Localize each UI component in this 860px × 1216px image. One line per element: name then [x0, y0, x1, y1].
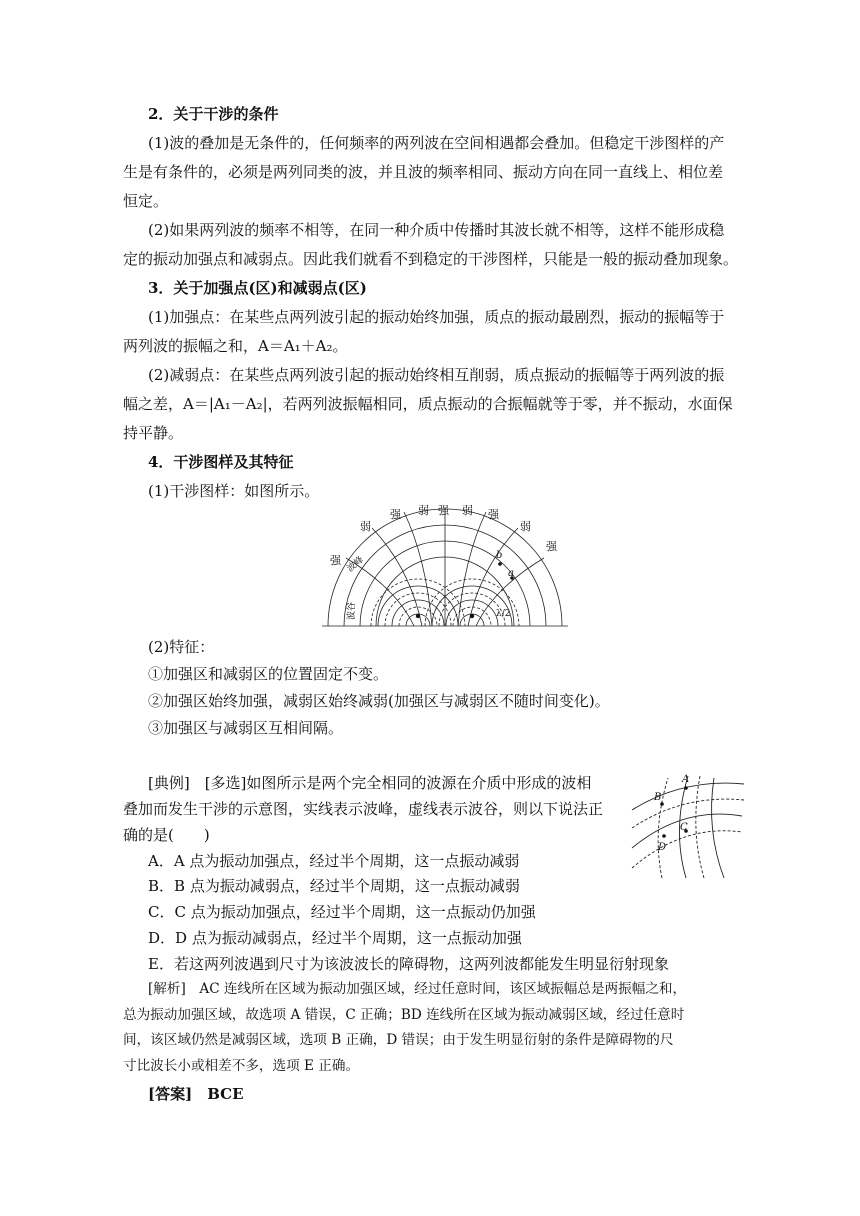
- point-b-dot: [498, 562, 502, 566]
- analysis-line3: 间，该区域仍然是减弱区域，选项 B 正确，D 错误；由于发生明显衍射的条件是障碍物的尺: [123, 1032, 674, 1048]
- section4-p1: (1)干涉图样：如图所示。: [148, 482, 320, 500]
- section3-p2-line2: 幅之差，A＝|A₁－A₂|，若两列波振幅相同，质点振动的合振幅就等于零，并不振动，水面保: [123, 395, 733, 413]
- section3-p1-line2: 两列波的振幅之和，A＝A₁＋A₂。: [123, 337, 348, 355]
- feature-item-1: ①加强区和减弱区的位置固定不变。: [148, 665, 389, 683]
- label-crest: 波峰: [345, 555, 366, 575]
- left-source-dot: [416, 614, 420, 618]
- section2-p2-line2: 定的振动加强点和减弱点。因此我们就看不到稳定的干涉图样，只能是一般的振动叠加现象。: [123, 250, 739, 268]
- label-point-A: A: [682, 774, 690, 785]
- label-strong-2: 强: [390, 508, 401, 521]
- label-strong-1: 强: [330, 554, 341, 567]
- answer-line: [答案] BCE: [148, 1085, 244, 1103]
- label-point-a: a: [508, 568, 514, 579]
- label-strong-4: 强: [488, 508, 499, 521]
- label-trough: 波谷: [347, 601, 357, 620]
- label-strong-5: 强: [546, 540, 557, 553]
- section4-p2: (2)特征：: [148, 638, 215, 656]
- section2-p1-line2: 生是有条件的，必须是两列同类的波，并且波的频率相同、振动方向在同一直线上、相位差: [123, 163, 724, 181]
- option-b: B．B 点为振动减弱点，经过半个周期，这一点振动减弱: [148, 877, 520, 895]
- section2-p1-line3: 恒定。: [123, 192, 169, 210]
- option-c: C．C 点为振动加强点，经过半个周期，这一点振动仍加强: [148, 903, 536, 921]
- label-weak-2: 弱: [418, 504, 429, 517]
- label-weak-4: 弱: [520, 520, 531, 533]
- label-point-D: D: [658, 842, 667, 853]
- analysis-line2: 总为振动加强区域，故选项 A 错误，C 正确；BD 连线所在区域为振动减弱区域，经过任意时: [123, 1007, 685, 1023]
- section2-p2-line1: (2)如果两列波的频率不相等，在同一种介质中传播时其波长就不相等，这样不能形成稳: [148, 221, 725, 239]
- section2-p1-line1: (1)波的叠加是无条件的，任何频率的两列波在空间相遇都会叠加。但稳定干涉图样的产: [148, 134, 725, 152]
- example-line1: [典例] [多选]如图所示是两个完全相同的波源在介质中形成的波相: [148, 774, 592, 792]
- label-weak-3: 弱: [462, 504, 473, 517]
- label-weak-1: 弱: [360, 520, 371, 533]
- option-d: D．D 点为振动减弱点，经过半个周期，这一点振动加强: [148, 929, 522, 947]
- section2-heading: 2．关于干涉的条件: [148, 105, 279, 123]
- analysis-line4: 寸比波长小或相差不多，选项 E 正确。: [123, 1058, 360, 1074]
- feature-item-2: ②加强区始终加强，减弱区始终减弱(加强区与减弱区不随时间变化)。: [148, 692, 610, 710]
- section3-heading: 3．关于加强点(区)和减弱点(区): [148, 279, 367, 297]
- section4-heading: 4．干涉图样及其特征: [148, 453, 294, 471]
- label-half-lambda: λ/2: [496, 609, 511, 619]
- interference-pattern-figure: [322, 498, 568, 630]
- option-e: E．若这两列波遇到尺寸为该波波长的障碍物，这两列波都能发生明显衍射现象: [148, 955, 669, 973]
- right-source-dot: [470, 614, 474, 618]
- option-a: A．A 点为振动加强点，经过半个周期，这一点振动减弱: [148, 852, 520, 870]
- analysis-line1: [解析] AC 连线所在区域为振动加强区域，经过任意时间，该区域振幅总是两振幅之和，: [148, 981, 687, 997]
- example-line2: 叠加而发生干涉的示意图，实线表示波峰，虚线表示波谷，则以下说法正: [123, 800, 604, 818]
- section3-p1-line1: (1)加强点：在某些点两列波引起的振动始终加强，质点的振动最剧烈，振动的振幅等于: [148, 308, 725, 326]
- example-line3: 确的是( ): [123, 826, 210, 844]
- section3-p2-line3: 持平静。: [123, 424, 184, 442]
- feature-item-3: ③加强区与减弱区互相间隔。: [148, 719, 344, 737]
- label-strong-3: 强: [438, 504, 449, 517]
- label-point-B: B: [654, 792, 662, 803]
- label-point-C: C: [680, 822, 688, 833]
- section3-p2-line1: (2)减弱点：在某些点两列波引起的振动始终相互削弱，质点振动的振幅等于两列波的振: [148, 366, 725, 384]
- label-point-b: b: [496, 550, 503, 561]
